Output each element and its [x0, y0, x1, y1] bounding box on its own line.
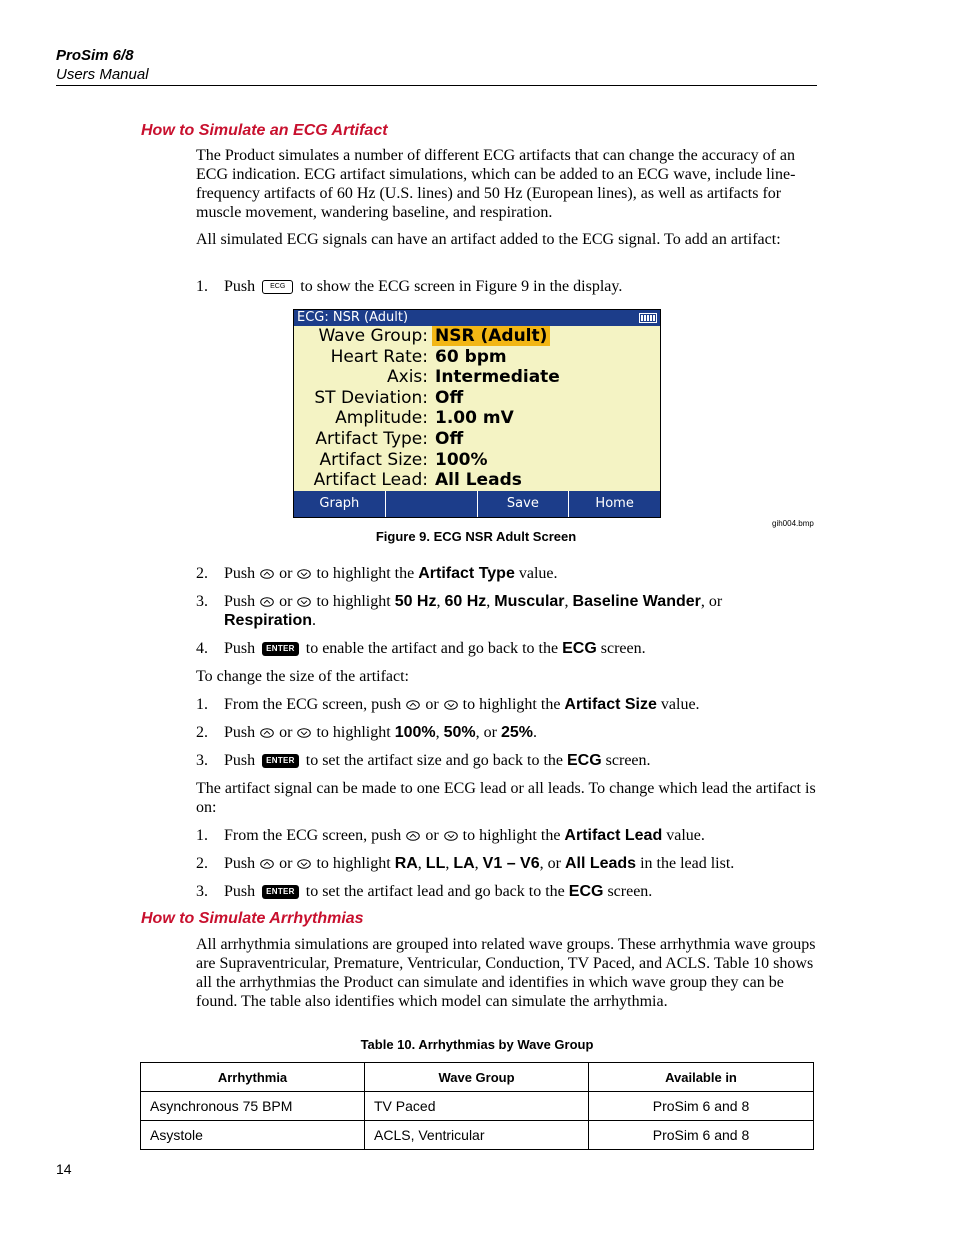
column-header-arrhythmia: Arrhythmia [141, 1063, 365, 1092]
row-label: Axis: [387, 367, 428, 388]
step-text: value. [518, 565, 558, 582]
cell-available-in: ProSim 6 and 8 [589, 1121, 814, 1150]
cell-arrhythmia: Asynchronous 75 BPM [141, 1092, 365, 1121]
step-number: 1. [196, 827, 208, 844]
step-highlight-artifact-lead [196, 826, 705, 845]
lead-intro: The artifact signal can be made to one ECG lead or all leads. To change which lead the artifact is on: [196, 780, 816, 816]
step-text: or [279, 855, 293, 872]
step-number: 4. [196, 640, 208, 657]
enter-key-icon: ENTER [262, 885, 299, 899]
screen-row-amplitude[interactable] [294, 408, 660, 428]
up-arrow-key-icon [406, 831, 420, 841]
section-title-ecg-artifact: How to Simulate an ECG Artifact [141, 122, 388, 139]
step-text: value. [666, 827, 705, 844]
size-intro: To change the size of the artifact: [196, 668, 409, 685]
step-highlight-lead-option [196, 854, 734, 873]
step-text: Push [224, 724, 256, 741]
step-highlight-artifact-size [196, 695, 700, 714]
arrhythmia-table [140, 1062, 814, 1150]
down-arrow-key-icon [297, 859, 311, 869]
screen-title: ECG: NSR (Adult) [297, 310, 409, 325]
cell-wave-group: ACLS, Ventricular [365, 1121, 589, 1150]
step-text: to highlight the [316, 565, 415, 582]
cell-arrhythmia: Asystole [141, 1121, 365, 1150]
step-set-artifact-lead [196, 882, 652, 901]
step-number: 2. [196, 724, 208, 741]
separator: , [474, 855, 479, 872]
table-header-row [141, 1063, 814, 1092]
ecg-key-icon: ECG [262, 280, 293, 294]
row-value: 1.00 mV [435, 408, 514, 429]
step-push-ecg [196, 277, 622, 296]
step-text: to show the ECG screen in Figure 9 in the display. [300, 278, 623, 295]
step-text: in the lead list. [640, 855, 735, 872]
step-highlight-size-option [196, 723, 537, 742]
row-label: Artifact Lead: [313, 470, 428, 491]
option-60hz: 60 Hz [444, 593, 487, 610]
cell-wave-group: TV Paced [365, 1092, 589, 1121]
step-text: Push [224, 752, 256, 769]
row-value-highlighted: NSR (Adult) [432, 326, 550, 346]
screen-title-bar [294, 310, 660, 326]
column-header-wave-group: Wave Group [365, 1063, 589, 1092]
step-number: 2. [196, 855, 208, 872]
enter-key-icon: ENTER [262, 642, 299, 656]
option-50hz: 50 Hz [394, 593, 437, 610]
add-artifact-paragraph: All simulated ECG signals can have an artifact added to the ECG signal. To add an artifact: [196, 231, 781, 248]
up-arrow-key-icon [260, 597, 274, 607]
step-text: screen. [607, 883, 653, 900]
battery-icon [639, 313, 657, 323]
step-number: 3. [196, 752, 208, 769]
step-text: From the ECG screen, push [224, 696, 402, 713]
step-text: to highlight the [462, 696, 561, 713]
step-text: to highlight [316, 855, 391, 872]
option-ll: LL [425, 855, 446, 872]
row-value: Off [435, 429, 464, 449]
term-ecg: ECG [568, 883, 604, 900]
column-header-available-in: Available in [589, 1063, 814, 1092]
up-arrow-key-icon [406, 700, 420, 710]
softkey-bar [294, 491, 660, 517]
step-highlight-artifact-option [196, 592, 722, 611]
cell-available-in: ProSim 6 and 8 [589, 1092, 814, 1121]
figure-file-id: gih004.bmp [772, 519, 814, 528]
step-text: Push [224, 593, 256, 610]
softkey-save[interactable]: Save [478, 491, 570, 517]
separator: , [445, 855, 450, 872]
step-text: From the ECG screen, push [224, 827, 402, 844]
running-header-product: ProSim 6/8 [56, 47, 134, 64]
table-row [141, 1092, 814, 1121]
separator: , [435, 724, 440, 741]
option-all-leads: All Leads [564, 855, 637, 872]
separator: . [312, 612, 317, 629]
step-text: to set the artifact lead and go back to the [305, 883, 565, 900]
row-value: All Leads [435, 470, 522, 491]
softkey-blank[interactable] [386, 491, 478, 517]
arrhythmia-paragraph: All arrhythmia simulations are grouped into related wave groups. These arrhythmia wave groups are Supraventricular, Premature, Ventricular, Conduction, TV Paced, and ACLS. Table 10 shows all the arrhythmias the Product can simulate and identifies in which wave group they can be found. The table also identifies which model can simulate the arrhythmia. [196, 936, 816, 1010]
row-label: Artifact Type: [315, 429, 428, 449]
step-number: 1. [196, 696, 208, 713]
page-number: 14 [56, 1161, 72, 1177]
step-text: or [279, 565, 293, 582]
step-text: or [425, 696, 439, 713]
separator: . [533, 724, 537, 741]
step-text: to highlight the [462, 827, 561, 844]
row-value: 100% [435, 449, 488, 470]
step-text: Push [224, 565, 256, 582]
ecg-screen [293, 309, 661, 518]
row-value: Intermediate [435, 367, 560, 388]
step-number: 2. [196, 565, 208, 582]
screen-row-artifact-size[interactable] [294, 450, 660, 470]
step-text: to highlight [316, 724, 391, 741]
step-text: screen. [600, 640, 646, 657]
step-enable-artifact [196, 639, 646, 658]
figure-caption: Figure 9. ECG NSR Adult Screen [375, 529, 577, 544]
softkey-home[interactable]: Home [595, 496, 634, 511]
screen-row-axis[interactable] [294, 367, 660, 387]
row-label: Wave Group: [318, 326, 428, 346]
intro-paragraph: The Product simulates a number of different ECG artifacts that can change the accuracy of an ECG indication. ECG artifact simulations, which can be added to an ECG wave, include line-frequency artifacts of 60 Hz (U.S. lines) and 50 Hz (European lines), as well as artifacts for muscle movement, wandering baseline, and respiration. [196, 147, 796, 221]
section-title-arrhythmias: How to Simulate Arrhythmias [141, 910, 364, 927]
term-ecg: ECG [566, 752, 602, 769]
option-la: LA [453, 855, 475, 872]
screen-row-artifact-lead[interactable] [294, 470, 660, 490]
step-text: Push [224, 883, 256, 900]
down-arrow-key-icon [444, 831, 458, 841]
option-v1-v6: V1 – V6 [482, 855, 540, 872]
separator: , or [539, 855, 561, 872]
step-text: to enable the artifact and go back to the [305, 640, 559, 657]
step-text: or [279, 593, 293, 610]
row-value: 60 bpm [435, 346, 507, 367]
option-25-percent: 25% [500, 724, 533, 741]
screen-row-wave-group[interactable] [294, 326, 660, 346]
up-arrow-key-icon [260, 569, 274, 579]
down-arrow-key-icon [297, 597, 311, 607]
option-respiration: Respiration [224, 612, 313, 629]
step-text: to highlight [316, 593, 391, 610]
option-50-percent: 50% [443, 724, 476, 741]
option-baseline-wander: Baseline Wander [572, 593, 701, 610]
separator: , or [700, 593, 723, 610]
option-100-percent: 100% [394, 724, 436, 741]
term-artifact-lead: Artifact Lead [564, 827, 663, 844]
down-arrow-key-icon [444, 700, 458, 710]
separator: , [486, 593, 491, 610]
softkey-graph[interactable]: Graph [294, 491, 386, 517]
row-label: Heart Rate: [330, 346, 428, 367]
row-label: Artifact Size: [319, 449, 428, 470]
step-text: value. [660, 696, 700, 713]
screen-row-st-deviation[interactable] [294, 388, 660, 408]
step-text: or [279, 724, 293, 741]
up-arrow-key-icon [260, 728, 274, 738]
step-text: or [425, 827, 439, 844]
step-text: Push [224, 640, 256, 657]
term-ecg: ECG [562, 640, 597, 657]
header-rule [56, 85, 817, 86]
separator: , or [475, 724, 497, 741]
step-text: screen. [605, 752, 651, 769]
term-artifact-type: Artifact Type [418, 565, 515, 582]
step-set-artifact-size [196, 751, 651, 770]
step-continuation [224, 611, 316, 630]
running-header-doc: Users Manual [56, 66, 149, 83]
down-arrow-key-icon [297, 728, 311, 738]
enter-key-icon: ENTER [262, 754, 299, 768]
option-ra: RA [394, 855, 418, 872]
step-text: to set the artifact size and go back to the [305, 752, 563, 769]
separator: , [564, 593, 569, 610]
table-row [141, 1121, 814, 1150]
step-text: Push [224, 855, 256, 872]
up-arrow-key-icon [260, 859, 274, 869]
term-artifact-size: Artifact Size [564, 696, 657, 713]
step-text: Push [224, 278, 256, 295]
row-value: Off [435, 387, 464, 408]
step-number: 1. [196, 278, 208, 295]
option-muscular: Muscular [494, 593, 565, 610]
step-number: 3. [196, 883, 208, 900]
row-label: ST Deviation: [314, 387, 428, 408]
row-label: Amplitude: [335, 408, 428, 429]
step-highlight-artifact-type [196, 564, 558, 583]
step-number: 3. [196, 593, 208, 610]
table-caption: Table 10. Arrhythmias by Wave Group [360, 1037, 594, 1052]
down-arrow-key-icon [297, 569, 311, 579]
separator: , [417, 855, 422, 872]
screen-row-heart-rate[interactable] [294, 347, 660, 367]
screen-row-artifact-type[interactable] [294, 429, 660, 449]
separator: , [436, 593, 441, 610]
